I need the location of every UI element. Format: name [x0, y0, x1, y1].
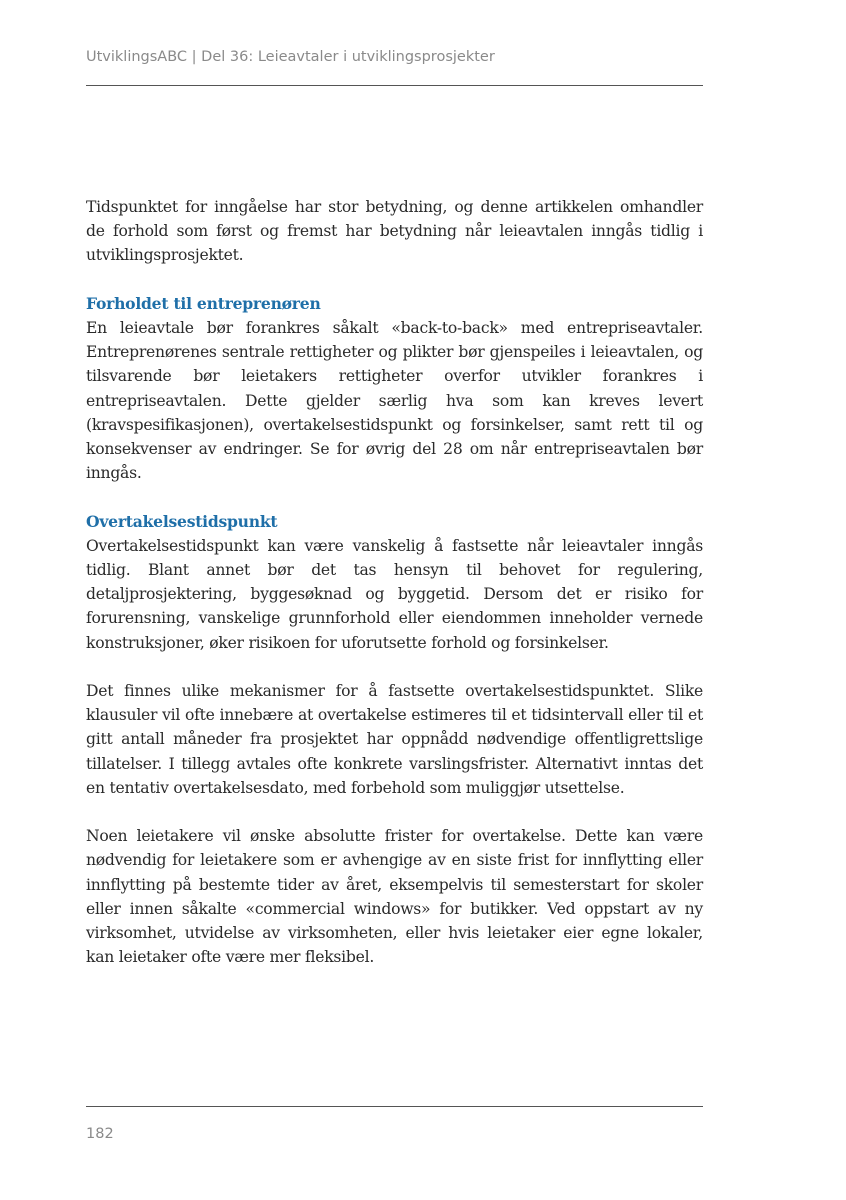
paragraph-overtakelse-2: Det finnes ulike mekanismer for å fastsette overtakelsestidspunktet. Slike klausuler vil ofte innebære at overtakelse estimeres til et tidsintervall eller til et gitt antall måneder fra prosjektet har oppnådd nødvendige offentligrettslige tillatelser. I tillegg avtales ofte konkrete varslingsfrister. Alternativt inntas det en tentativ overtakelsesdato, med forbehold som muliggjør utsettelse.	[86, 682, 703, 797]
paragraph-overtakelse-1: Overtakelsestidspunkt kan være vanskelig å fastsette når leieavtaler inngås tidlig. Blant annet bør det tas hensyn til behovet for regulering, detaljprosjektering, byggesøknad og byggetid. Dersom det er risiko for forurensning, vanskelige grunnforhold eller eiendommen inneholder vernede konstruksjoner, øker risikoen for uforutsette forhold og forsinkelser.	[86, 536, 703, 652]
header-divider	[86, 85, 703, 86]
article-body	[86, 195, 703, 969]
paragraph-overtakelse-3: Noen leietakere vil ønske absolutte frister for overtakelse. Dette kan være nødvendig for leietakere som er avhengige av en siste frist for innflytting eller innflytting på bestemte tider av året, eksempelvis til semesterstart for skoler eller innen såkalte «commercial windows» for butikker. Ved oppstart av ny virksomhet, utvidelse av virksomheten, eller hvis leietaker eier egne lokaler, kan leietaker ofte være mer fleksibel.	[86, 827, 703, 967]
page-number: 182	[86, 1126, 114, 1142]
section-heading-entreprenoren: Forholdet til entreprenøren	[86, 293, 321, 313]
footer-divider	[86, 1106, 703, 1107]
intro-paragraph: Tidspunktet for inngåelse har stor betydning, og denne artikkelen omhandler de forhold som først og fremst har betydning når leieavtalen inngås tidlig i utviklingsprosjektet.	[86, 198, 703, 265]
running-header: UtviklingsABC | Del 36: Leieavtaler i utviklingsprosjekter	[86, 49, 495, 65]
section-heading-overtakelsestidspunkt: Overtakelsestidspunkt	[86, 511, 278, 531]
paragraph-entreprenoren: En leieavtale bør forankres såkalt «back-to-back» med entrepriseavtaler. Entreprenørenes sentrale rettigheter og plikter bør gjenspeiles i leieavtalen, og tilsvarende bør leietakers rettigheter overfor utvikler forankres i entrepriseavtalen. Dette gjelder særlig hva som kan kreves levert (kravspesifikasjonen), overtakelsestidspunkt og forsinkelser, samt rett til og konsekvenser av endringer. Se for øvrig del 28 om når entrepriseavtalen bør inngås.	[86, 319, 703, 483]
